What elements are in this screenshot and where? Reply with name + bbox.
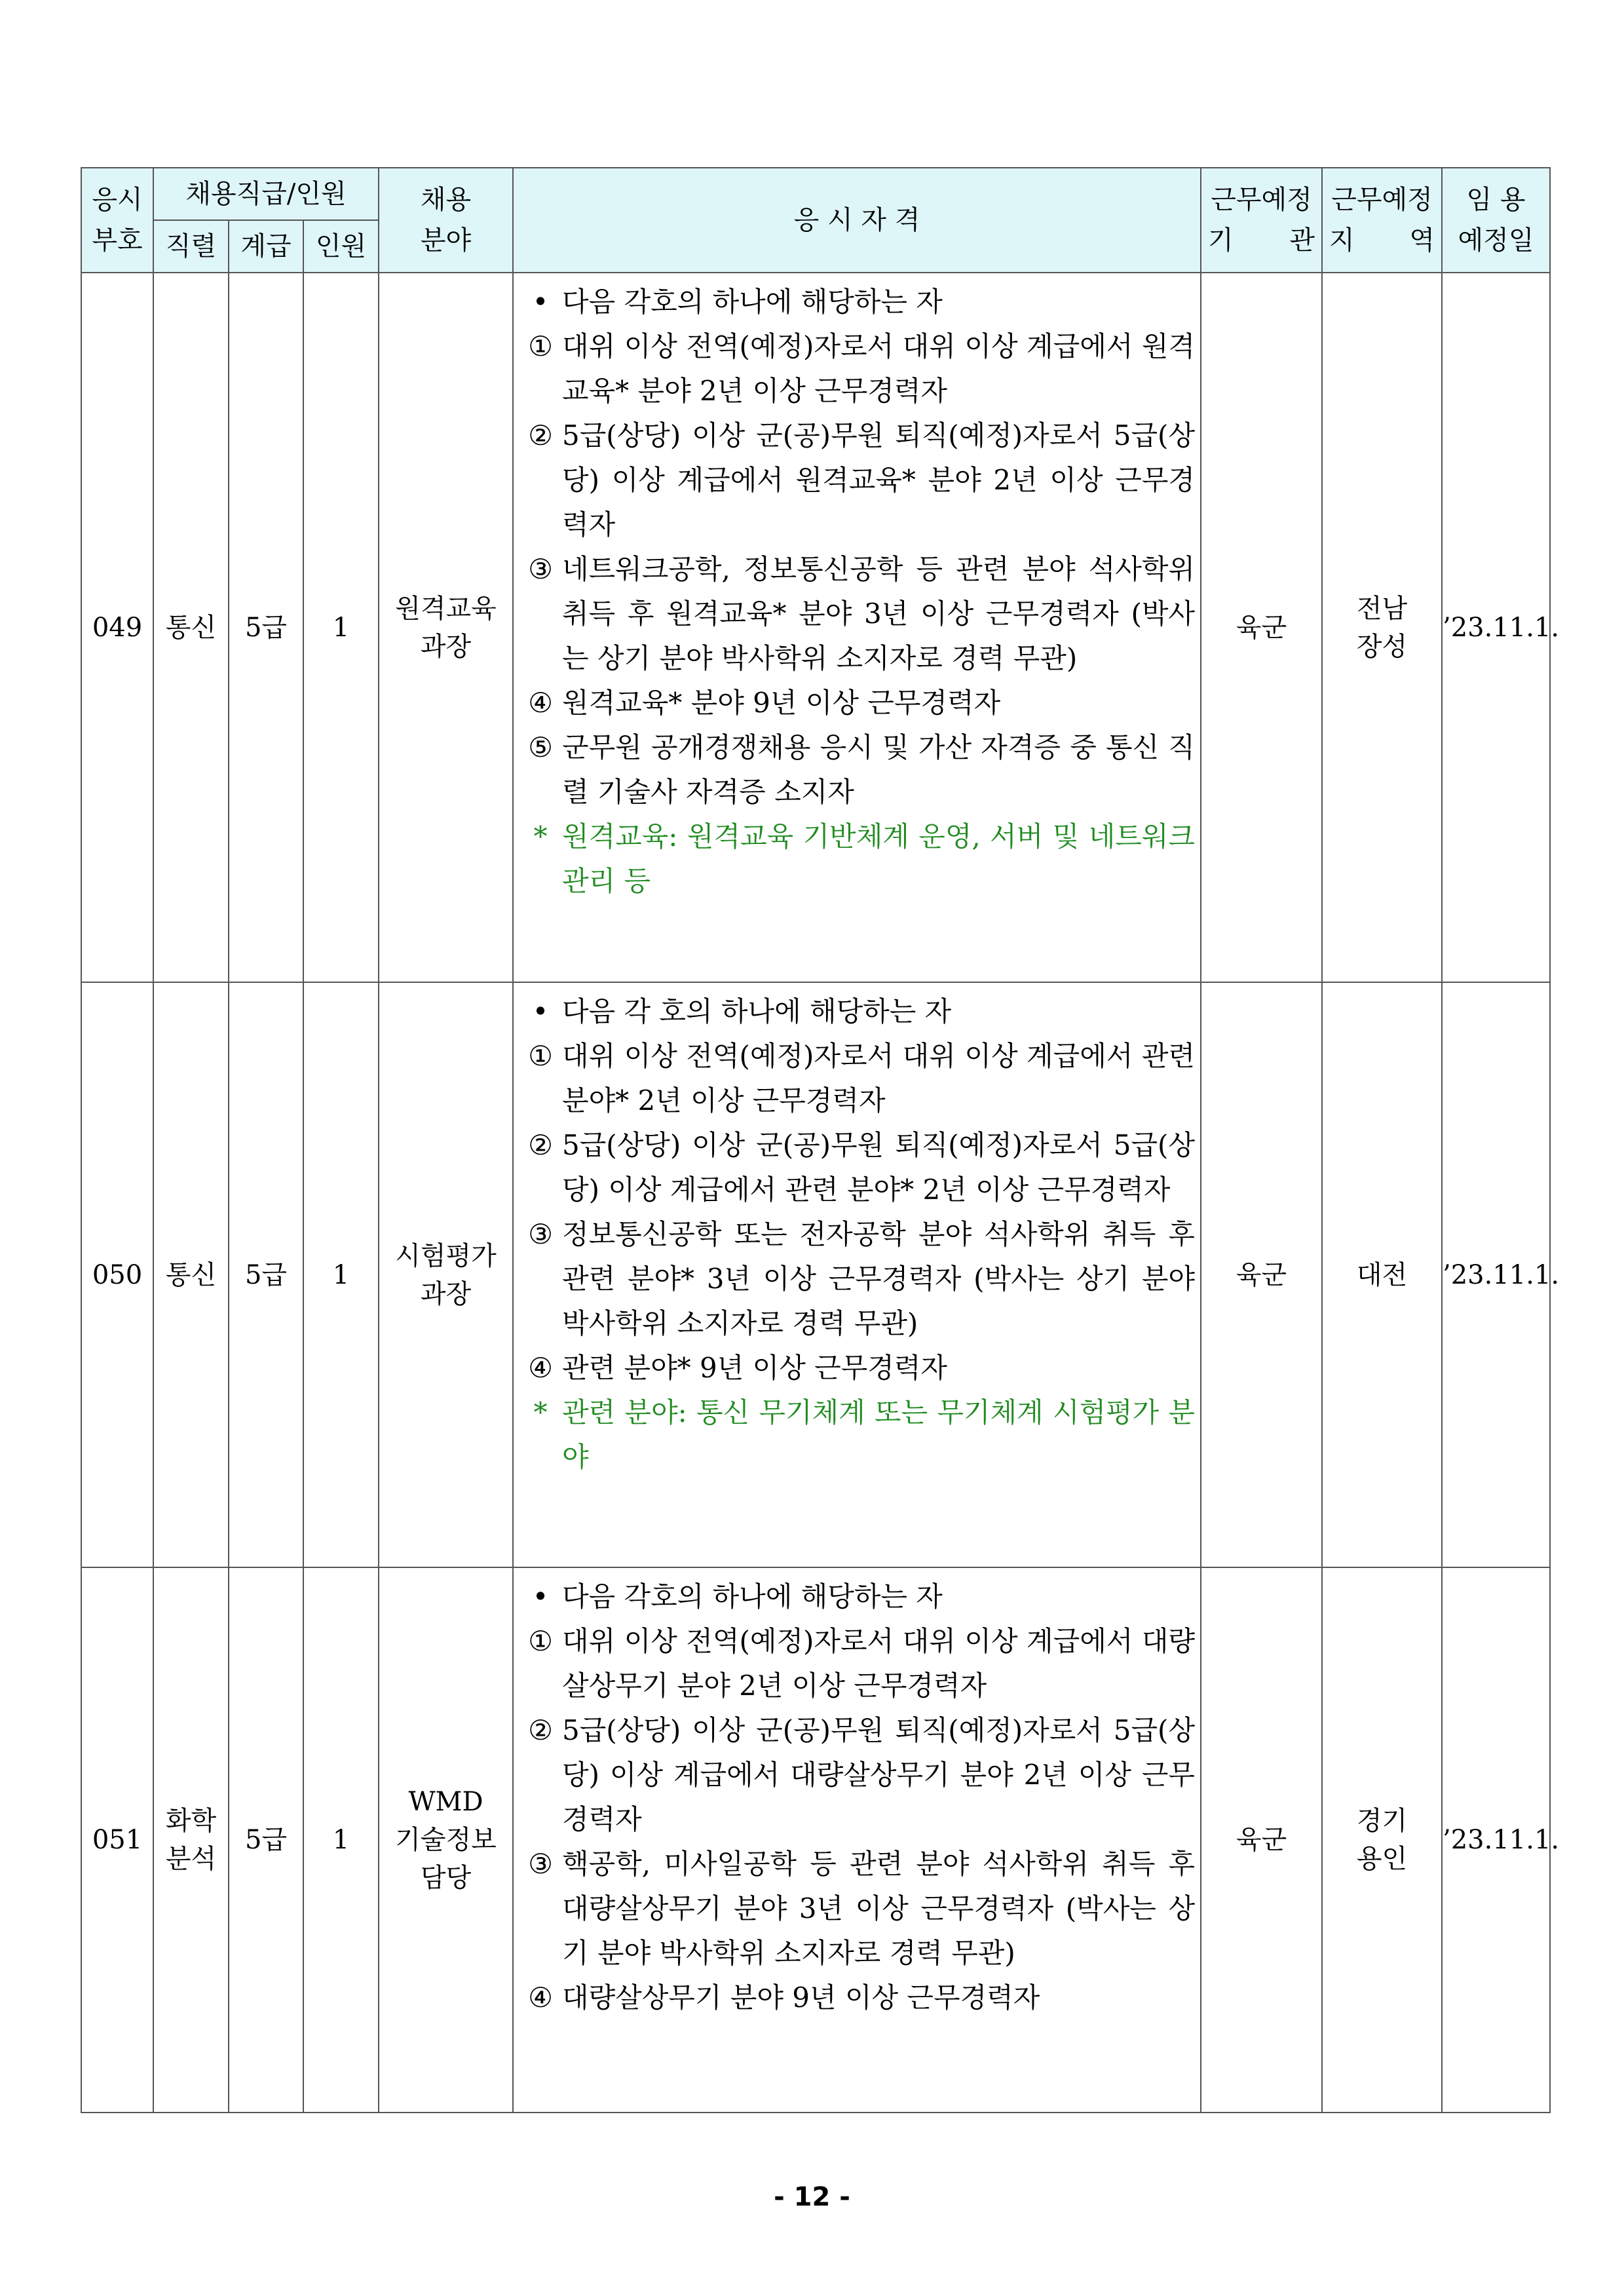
qualification-item (519, 1842, 1195, 1976)
field-cell-line: 담당 (420, 1863, 472, 1893)
series-cell (153, 273, 229, 982)
qualification-marker: ④ (528, 1981, 553, 2014)
qualification-marker: * (533, 820, 548, 852)
region-cell-line: 경기 (1356, 1806, 1408, 1836)
field-cell-line: WMD (408, 1787, 483, 1817)
qualification-marker: • (532, 286, 549, 318)
field-cell-line: 과장 (420, 631, 472, 662)
series-cell-line: 통신 (165, 612, 217, 643)
exam-number-cell: 050 (81, 982, 153, 1567)
region-cell (1322, 273, 1442, 982)
agency-cell: 육군 (1201, 273, 1322, 982)
table-row (81, 273, 1550, 982)
region-cell (1322, 1567, 1442, 2113)
recruitment-table (81, 167, 1560, 2113)
table-body (81, 273, 1560, 2113)
qualification-marker: ③ (528, 1848, 553, 1880)
qualification-text: 네트워크공학, 정보통신공학 등 관련 분야 석사학위 취득 후 원격교육* 분야 3년 이상 근무경력자 (박사는 상기 분야 박사학위 소지자로 경력 무관) (562, 553, 1196, 674)
header-count: 인원 (303, 220, 379, 273)
grade-cell: 5급 (229, 982, 303, 1567)
region-cell (1322, 982, 1442, 1567)
qualification-marker: ⑤ (528, 731, 553, 763)
grade-cell: 5급 (229, 1567, 303, 2113)
qualification-marker: ① (528, 1625, 553, 1657)
qualification-text: 다음 각호의 하나에 해당하는 자 (562, 286, 943, 318)
appointment-date-cell: ’23.11.1. (1442, 982, 1550, 1567)
field-cell-line: 원격교육 (395, 593, 497, 624)
qualification-marker: • (532, 995, 549, 1027)
qualification-cell (513, 1567, 1201, 2113)
qualification-item (519, 1346, 1195, 1390)
field-cell (379, 273, 513, 982)
qualification-item (519, 1123, 1195, 1212)
qualification-marker: • (532, 1580, 549, 1613)
qualification-marker: ③ (528, 1218, 553, 1250)
field-cell (379, 1567, 513, 2113)
qualification-marker: ② (528, 1714, 553, 1746)
qualification-text: 군무원 공개경쟁채용 응시 및 가산 자격증 중 통신 직렬 기술사 자격증 소지자 (562, 731, 1196, 808)
qualification-text: 핵공학, 미사일공학 등 관련 분야 석사학위 취득 후 대량살상무기 분야 3년 이상 근무경력자 (박사는 상기 분야 박사학위 소지자로 경력 무관) (562, 1848, 1196, 1969)
qualification-marker: ② (528, 1129, 553, 1161)
series-cell-line: 화학 (165, 1806, 217, 1836)
table-row (81, 982, 1550, 1567)
series-cell-line: 분석 (165, 1844, 217, 1874)
count-cell: 1 (303, 273, 379, 982)
qualification-item (519, 1212, 1195, 1346)
header-exam-number: 응시 부호 (81, 168, 153, 273)
qualification-item (519, 1976, 1195, 2020)
exam-number-cell: 051 (81, 1567, 153, 2113)
qualification-marker: ② (528, 419, 553, 451)
qualification-item (519, 413, 1195, 547)
field-cell (379, 982, 513, 1567)
region-cell-line: 전남 (1356, 593, 1408, 624)
count-cell: 1 (303, 982, 379, 1567)
qualification-item (519, 725, 1195, 814)
qualification-marker: ④ (528, 687, 553, 719)
qualification-marker: * (533, 1396, 548, 1428)
header-field: 채용 분야 (379, 168, 513, 273)
qualification-text: 원격교육* 분야 9년 이상 근무경력자 (562, 687, 1001, 719)
series-cell (153, 1567, 229, 2113)
qualification-cell (513, 982, 1201, 1567)
qualification-text: 다음 각호의 하나에 해당하는 자 (562, 1580, 943, 1613)
qualification-item (519, 1034, 1195, 1123)
qualification-item (519, 280, 1195, 324)
qualification-marker: ④ (528, 1352, 553, 1384)
qualification-text: 관련 분야* 9년 이상 근무경력자 (562, 1352, 948, 1384)
header-agency: 근무예정 기 관 (1201, 168, 1322, 273)
qualification-text: 다음 각 호의 하나에 해당하는 자 (562, 995, 952, 1027)
qualification-note (519, 1390, 1195, 1480)
qualification-text: 정보통신공학 또는 전자공학 분야 석사학위 취득 후 관련 분야* 3년 이상 근무경력자 (박사는 상기 분야 박사학위 소지자로 경력 무관) (562, 1218, 1196, 1339)
field-cell-line: 시험평가 (395, 1240, 497, 1271)
grade-cell: 5급 (229, 273, 303, 982)
qualification-item (519, 1619, 1195, 1708)
page-number: - 12 - (774, 2182, 850, 2212)
field-cell-line: 과장 (420, 1278, 472, 1309)
series-cell (153, 982, 229, 1567)
header-series: 직렬 (153, 220, 229, 273)
qualification-item (519, 547, 1195, 681)
qualification-text: 대위 이상 전역(예정)자로서 대위 이상 계급에서 대량살상무기 분야 2년 이상 근무경력자 (562, 1625, 1196, 1702)
count-cell: 1 (303, 1567, 379, 2113)
header-region: 근무예정 지 역 (1322, 168, 1442, 273)
region-cell-line: 대전 (1356, 1259, 1408, 1290)
qualification-item (519, 681, 1195, 725)
qualification-item (519, 1708, 1195, 1842)
appointment-date-cell: ’23.11.1. (1442, 273, 1550, 982)
qualification-item (519, 1575, 1195, 1619)
exam-number-cell: 049 (81, 273, 153, 982)
table-row (81, 1567, 1550, 2113)
series-cell-line: 통신 (165, 1259, 217, 1290)
qualification-text: 대위 이상 전역(예정)자로서 대위 이상 계급에서 관련 분야* 2년 이상 근무경력자 (562, 1040, 1196, 1117)
qualification-marker: ③ (528, 553, 553, 585)
header-appointment-date: 임 용 예정일 (1442, 168, 1550, 273)
qualification-text: 관련 분야: 통신 무기체계 또는 무기체계 시험평가 분야 (562, 1396, 1196, 1473)
header-grade: 계급 (229, 220, 303, 273)
region-cell-line: 용인 (1356, 1844, 1408, 1874)
qualification-marker: ① (528, 330, 553, 362)
qualification-cell (513, 273, 1201, 982)
qualification-text: 5급(상당) 이상 군(공)무원 퇴직(예정)자로서 5급(상당) 이상 계급에서 관련 분야* 2년 이상 근무경력자 (562, 1129, 1196, 1206)
qualification-text: 5급(상당) 이상 군(공)무원 퇴직(예정)자로서 5급(상당) 이상 계급에서 대량살상무기 분야 2년 이상 근무경력자 (562, 1714, 1196, 1835)
qualification-marker: ① (528, 1040, 553, 1072)
region-cell-line: 장성 (1356, 631, 1408, 662)
field-cell-line: 기술정보 (395, 1825, 497, 1855)
header-qualification: 응 시 자 격 (513, 168, 1201, 273)
appointment-date-cell: ’23.11.1. (1442, 1567, 1550, 2113)
qualification-item (519, 989, 1195, 1034)
agency-cell: 육군 (1201, 982, 1322, 1567)
agency-cell: 육군 (1201, 1567, 1322, 2113)
qualification-note (519, 814, 1195, 904)
qualification-text: 원격교육: 원격교육 기반체계 운영, 서버 및 네트워크 관리 등 (562, 820, 1196, 897)
qualification-text: 5급(상당) 이상 군(공)무원 퇴직(예정)자로서 5급(상당) 이상 계급에서 원격교육* 분야 2년 이상 근무경력자 (562, 419, 1196, 541)
qualification-text: 대위 이상 전역(예정)자로서 대위 이상 계급에서 원격교육* 분야 2년 이상 근무경력자 (562, 330, 1196, 407)
qualification-text: 대량살상무기 분야 9년 이상 근무경력자 (562, 1981, 1040, 2014)
qualification-item (519, 324, 1195, 413)
header-grade-group: 채용직급/인원 (153, 168, 379, 220)
